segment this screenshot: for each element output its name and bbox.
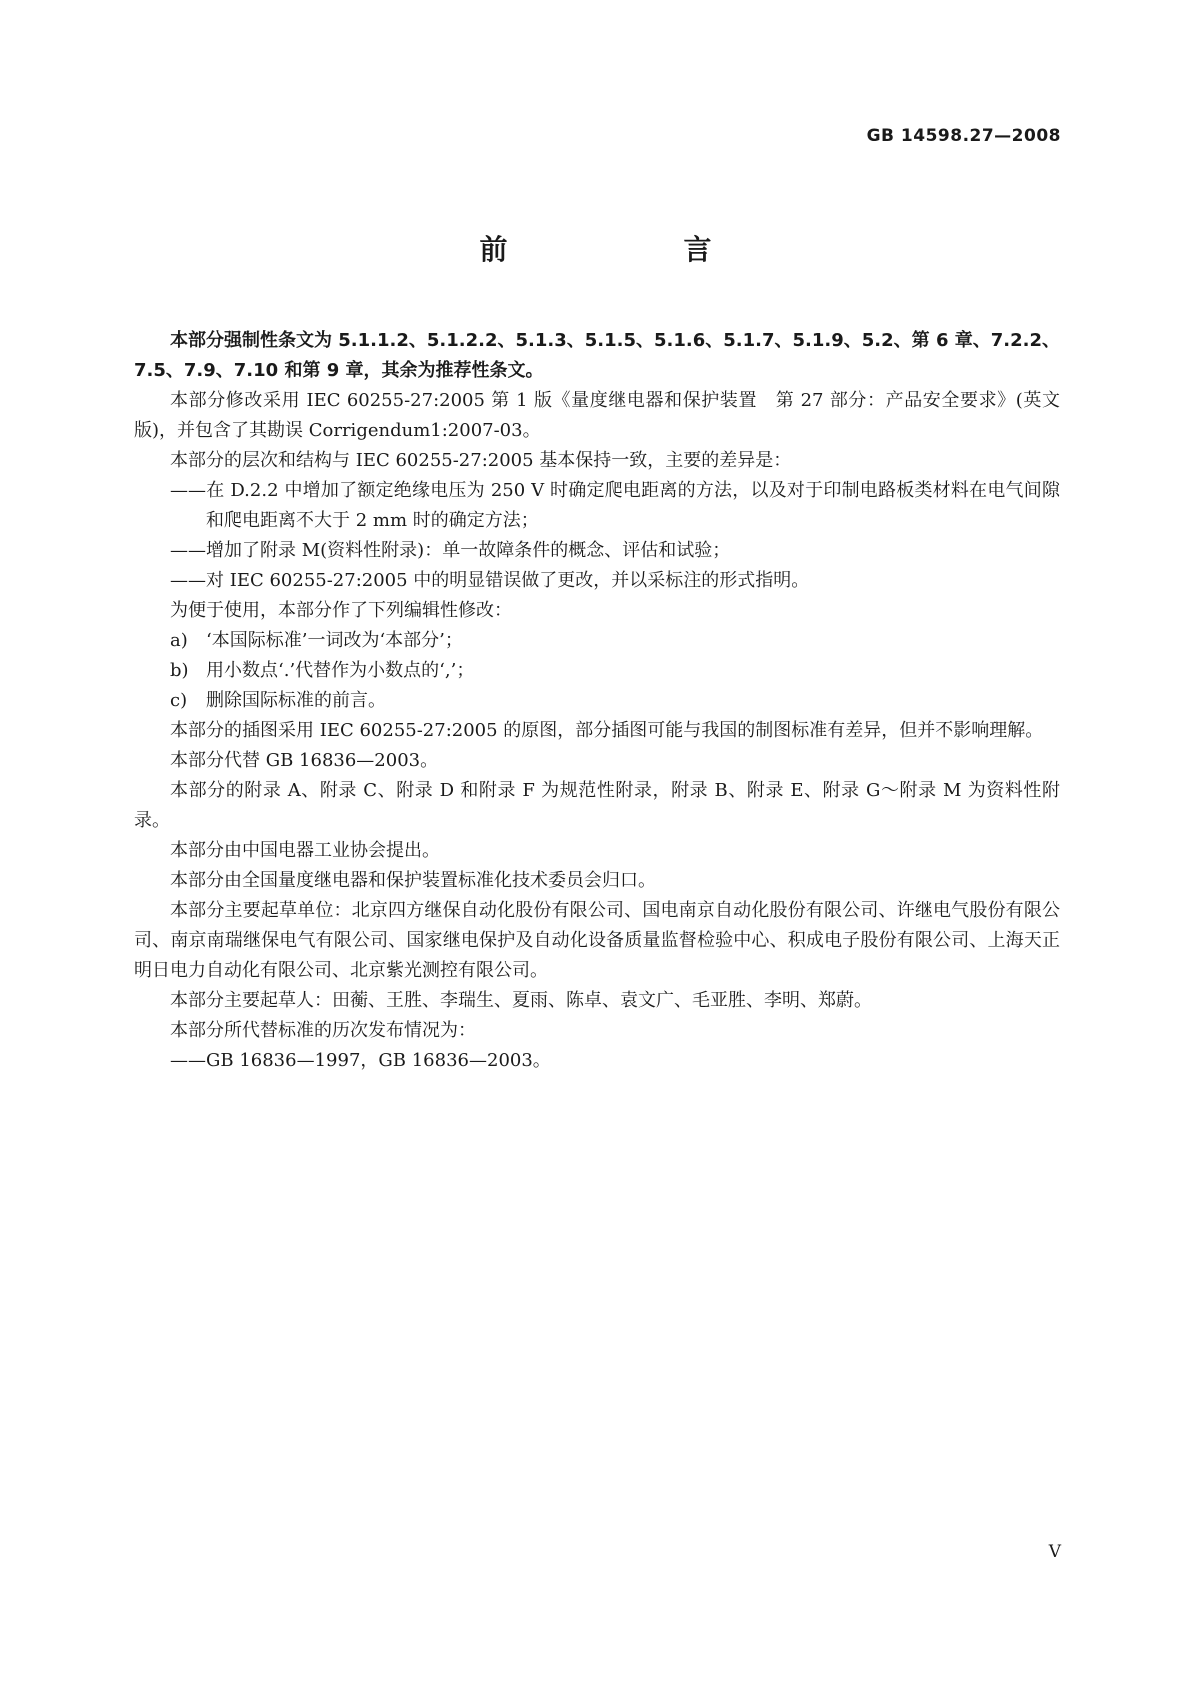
paragraph-drafters: 本部分主要起草人：田蘅、王胜、李瑞生、夏雨、陈卓、袁文广、毛亚胜、李明、郑蔚。 — [170, 990, 872, 1011]
dash-mark: —— — [170, 1050, 206, 1071]
paragraph-mandatory-clauses: 本部分强制性条文为 5.1.1.2、5.1.2.2、5.1.3、5.1.5、5.1.6、5.1.7、5.1.9、5.2、第 6 章、7.2.2、7.5、7.9、7.10 和第 9 章，其余为推荐性条文。 — [134, 330, 1060, 381]
document-body — [134, 326, 1060, 1076]
paragraph-replaces: 本部分代替 GB 16836—2003。 — [170, 750, 439, 771]
page-number: V — [1048, 1542, 1061, 1562]
paragraph-annexes: 本部分的附录 A、附录 C、附录 D 和附录 F 为规范性附录，附录 B、附录 E、附录 G～附录 M 为资料性附录。 — [134, 780, 1060, 831]
list-item — [134, 686, 1060, 716]
paragraph-structure: 本部分的层次和结构与 IEC 60255-27:2005 基本保持一致，主要的差异是： — [170, 450, 792, 471]
paragraph-editorial: 为便于使用，本部分作了下列编辑性修改： — [170, 600, 512, 621]
item-label: b) — [170, 660, 189, 681]
dash-mark: —— — [170, 540, 206, 561]
list-item — [134, 476, 1060, 536]
item-text: 用小数点‘.’代替作为小数点的‘,’； — [206, 660, 475, 681]
dash-item-text: 在 D.2.2 中增加了额定绝缘电压为 250 V 时确定爬电距离的方法，以及对于印制电路板类材料在电气间隙和爬电距离不大于 2 mm 时的确定方法； — [206, 480, 1060, 531]
list-item — [134, 1046, 1060, 1076]
dash-item-text: 对 IEC 60255-27:2005 中的明显错误做了更改，并以采标注的形式指明。 — [206, 570, 810, 591]
dash-mark: —— — [170, 570, 206, 591]
dash-mark: —— — [170, 480, 206, 501]
item-text: 删除国际标准的前言。 — [206, 690, 386, 711]
list-item — [134, 536, 1060, 566]
paragraph-history: 本部分所代替标准的历次发布情况为： — [170, 1020, 476, 1041]
page-title: 前 言 — [479, 233, 752, 266]
list-item — [134, 566, 1060, 596]
item-label: a) — [170, 630, 188, 651]
item-text: ‘本国际标准’一词改为‘本部分’； — [206, 630, 463, 651]
paragraph-figures: 本部分的插图采用 IEC 60255-27:2005 的原图，部分插图可能与我国的制图标准有差异，但并不影响理解。 — [170, 720, 1044, 741]
dash-item-text: GB 16836—1997，GB 16836—2003。 — [206, 1050, 551, 1071]
paragraph-drafting-units: 本部分主要起草单位：北京四方继保自动化股份有限公司、国电南京自动化股份有限公司、许继电气股份有限公司、南京南瑞继保电气有限公司、国家继电保护及自动化设备质量监督检验中心、积成电子股份有限公司、上海天正明日电力自动化有限公司、北京紫光测控有限公司。 — [134, 900, 1060, 981]
paragraph-under-jurisdiction: 本部分由全国量度继电器和保护装置标准化技术委员会归口。 — [170, 870, 656, 891]
paragraph-adoption: 本部分修改采用 IEC 60255-27:2005 第 1 版《量度继电器和保护装置 第 27 部分：产品安全要求》(英文版)，并包含了其勘误 Corrigendum1:2007-03。 — [134, 390, 1060, 441]
list-item — [134, 656, 1060, 686]
dash-item-text: 增加了附录 M(资料性附录)：单一故障条件的概念、评估和试验； — [206, 540, 731, 561]
standard-code: GB 14598.27—2008 — [866, 126, 1061, 146]
item-label: c) — [170, 690, 188, 711]
list-item — [134, 626, 1060, 656]
paragraph-proposed-by: 本部分由中国电器工业协会提出。 — [170, 840, 440, 861]
